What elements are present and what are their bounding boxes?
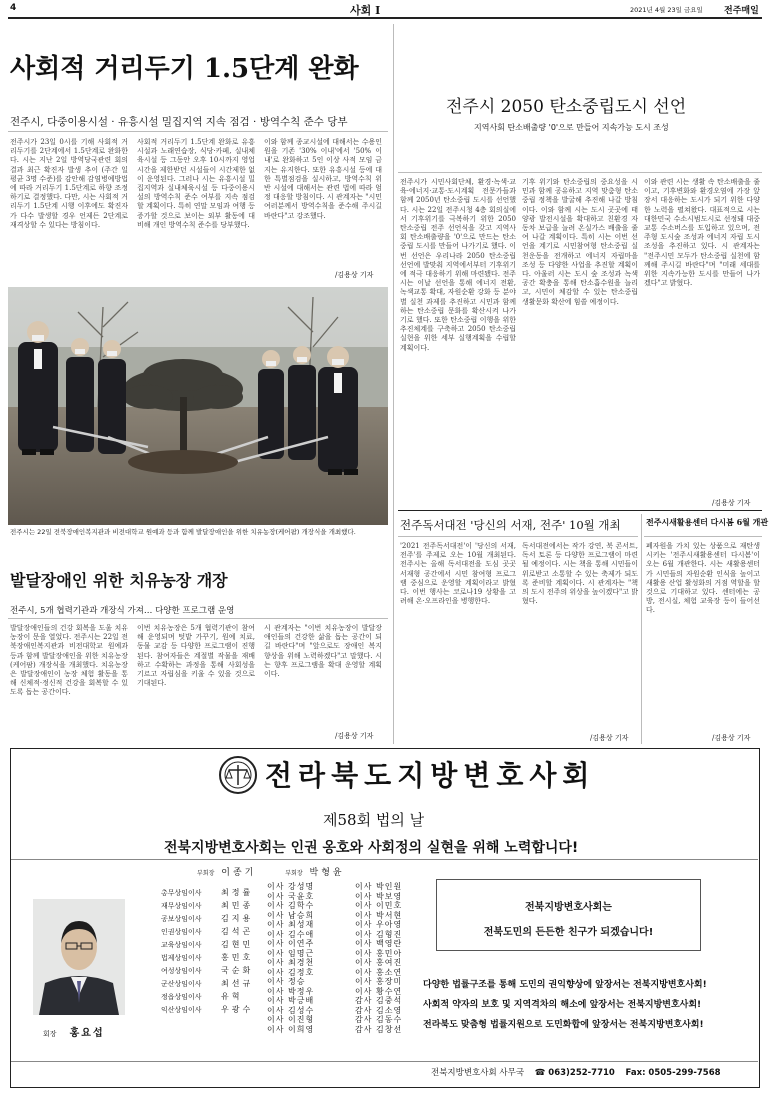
- director-row: [161, 951, 266, 964]
- director-name: 최정률: [221, 888, 254, 897]
- article1-subhead: 전주시, 다중이용시설 · 유흥시설 밀집지역 지속 점검 · 방역수칙 준수 당부: [10, 116, 348, 128]
- president-label: 회장: [43, 1030, 57, 1038]
- motto-line1: 전북지방변호사회는: [525, 902, 612, 913]
- ad-slogan-rule: [11, 859, 758, 860]
- page-number: 4: [10, 3, 17, 13]
- article1-headline: 사회적 거리두기 1.5단계 완화: [10, 54, 359, 84]
- section-label: 사회 I: [350, 4, 381, 17]
- director-title: 법제상임이사: [161, 953, 202, 962]
- article4-col1: '2021 전주독서대전'이 '당신의 서재, 전주'를 주제로 오는 10월 개최된다. 전주시는 올해 독서대전을 도심 곳곳 서재형 공간에서 시민 참여형 프로그램 중심으로 운영할 계획이라고 밝혔다. 이번 행사는 코로나19 상황을 고려해 온·오프라인을 병행한다.: [400, 542, 516, 606]
- article3-headline: 발달장애인 위한 치유농장 개장: [10, 571, 228, 590]
- director-name: 김현민: [221, 940, 254, 949]
- article4-top-rule: [398, 510, 762, 511]
- director-title: 공보상임이사: [161, 914, 202, 923]
- article1-byline: /김용상 기자: [335, 271, 374, 279]
- vp-label-2: 부회장: [285, 870, 303, 877]
- article3-rule: [8, 618, 388, 619]
- office-fax: Fax: 0505-299-7568: [625, 1068, 721, 1078]
- director-name: 국순화: [221, 966, 254, 975]
- motto-box: [436, 879, 701, 951]
- director-row: [161, 977, 266, 990]
- paper-name: 전주매일: [724, 6, 759, 16]
- article4-byline: /김용상 기자: [590, 734, 629, 742]
- issue-date: 2021년 4월 23일 금요일: [630, 6, 703, 14]
- vp2-name: 박형윤: [309, 868, 345, 878]
- director-title: 정읍상임이사: [161, 992, 202, 1001]
- article4-headline: 전주독서대전 '당신의 서재, 전주' 10월 개최: [400, 518, 621, 532]
- article2-col3: 이와 관련 시는 생활 속 탄소배출을 줄이고, 기후변화와 환경오염에 가장 앞장서 대응하는 도시가 되기 위한 다양한 노력을 펼쳐왔다. 대표적으로 시는 대한민국 수소시범도시로 선정돼 대중교통 수소버스를 도입하고 있으며, 전주형 도시숲 조성과 에너지 자립 도시 조성을 추진하고 있다. 시 관계자는 "전주시민 모두가 탄소중립 실천에 함께해 주시길 바란다"며 "미래 세대를 위한 지속가능한 도시를 만들어 나가겠다"고 밝혔다.: [644, 178, 760, 288]
- director-name: 김지용: [221, 914, 254, 923]
- ad-occasion: 제58회 법의 날: [323, 811, 425, 829]
- ad-emblem: [218, 755, 258, 795]
- director-title: 여성상임이사: [161, 966, 202, 975]
- president-name: 홍요섭: [69, 1028, 105, 1039]
- director-row: [161, 886, 266, 899]
- president-photo: [33, 899, 125, 1015]
- article5-divider: [641, 514, 642, 744]
- director-title: 교육상임이사: [161, 940, 202, 949]
- article2-byline: /김용상 기자: [712, 499, 751, 507]
- article5-rule: [644, 536, 762, 537]
- director-title: 인권상임이사: [161, 927, 202, 936]
- article2-subhead: 지역사회 탄소배출량 '0'으로 만들어 지속가능 도시 조성: [474, 123, 669, 132]
- article1-col2: 사회적 거리두기 1.5단계 완화로 유흥시설과 노래연습장, 식당·카페, 실내체육시설 등 그동안 오후 10시까지 영업시간을 제한받던 시설들이 시간제한 없이 운영된다. 그러나 시는 유흥시설 밀집지역과 실내체육시설 등 다중이용시설의 방역수칙 준수 여부를 지속 점검할 계획이다. 특히 연말 모임과 여행 등 증가할 것으로 보이는 외부 활동에 대비해 개인 방역수칙 준수를 당부했다.: [137, 138, 255, 229]
- article2-rule: [398, 172, 762, 173]
- director-name: 홍민호: [221, 953, 254, 962]
- article2-col2: 기후 위기와 탄소중립의 중요성을 시민과 함께 공유하고 지역 맞춤형 탄소중립 정책을 발굴해 추진해 나갈 방침이다. 이와 함께 시는 도시 곳곳에 태양광 발전시설을 확대하고 친환경 자동차 보급을 늘려 온실가스 배출을 줄여 나갈 계획이다. 특히 시는 이번 선언을 계기로 시민참여형 탄소중립 실천운동을 전개하고 에너지 자립마을 조성 등 다양한 사업을 추진할 계획이다. 아울러 시는 도시 숲 조성과 녹색 공간 확충을 통해 탄소흡수원을 늘리고, 시민이 체감할 수 있는 탄소중립 생활문화 확산에 힘쓸 예정이다.: [522, 178, 638, 306]
- director-row: [161, 938, 266, 951]
- header-rule: [8, 17, 762, 19]
- vp-label: 부회장: [197, 870, 215, 877]
- ad-slogan: 전북지방변호사회는 인권 옹호와 사회정의 실현을 위해 노력합니다!: [164, 840, 579, 856]
- office-name: 전북지방변호사회 사무국: [431, 1068, 525, 1078]
- members-col2: 이사 박인원 이사 박보영 이사 이민호 이사 박서현 이사 우아영 이사 김형진 이사 백영란 이사 홍민아 이사 홍여진 이사 홍소연 이사 홍장미 이사 황수연 감사 김중석 감사 김소영 감사 김동수 감사 김창선: [355, 882, 403, 1034]
- ad-footer-rule: [11, 1061, 758, 1062]
- pledge-line: 전라북도 맞춤형 법률지원으로 도민화합에 앞장서는 전북지방변호사회!: [423, 1020, 704, 1030]
- bar-association-ad: [10, 748, 760, 1088]
- article2-headline: 전주시 2050 탄소중립도시 선언: [446, 97, 687, 117]
- office-tel: ☎ 063)252-7710: [534, 1068, 615, 1078]
- members-col1: 이사 강성명 이사 국윤호 이사 김학수 이사 남승희 이사 최성재 이사 김수애 이사 이연주 이사 임명근 이사 최경천 이사 김정호 이사 정승 이사 박정우 이사 박긍배 이사 김성수 이사 이진형 이사 이희영: [267, 882, 315, 1034]
- director-name: 최선규: [221, 979, 254, 988]
- page-header: [10, 2, 762, 16]
- article3-subhead: 전주시, 5개 협력기관과 개장식 가져… 다양한 프로그램 운영: [10, 606, 235, 616]
- article3-col2: 이번 치유농장은 5개 협력기관이 참여해 운영되며 텃밭 가꾸기, 원예 치료, 동물 교감 등 다양한 프로그램이 진행된다. 참여자들은 계절별 작물을 재배하고 수확하는 과정을 통해 사회성을 기르고 자립심을 키울 수 있을 것으로 기대된다.: [137, 624, 255, 688]
- article3-byline: /김용상 기자: [335, 732, 374, 740]
- article1-col1: 전주시가 23일 0시를 기해 사회적 거리두기를 2단계에서 1.5단계로 완화한다. 시는 지난 2일 방역당국관련 회의 결과 최근 확진자 발생 추이 (주간 일 평균 3명 수준)를 감안해 감염병예방법에 따라 거리두기 1.5단계로 하향 조정하기로 결정했다. 다만, 시는 사회적 거리두기 1.5단계 시행 이후에도 확진자가 다수 발생할 경우 언제든 2단계로 재격상할 수 있다는 방침이다.: [10, 138, 128, 229]
- director-title: 재무상임이사: [161, 901, 202, 910]
- directors-list: [161, 886, 266, 1016]
- director-row: [161, 990, 266, 1003]
- director-row: [161, 925, 266, 938]
- director-row: [161, 899, 266, 912]
- ad-contact: [431, 1066, 721, 1078]
- article1-rule: [8, 131, 388, 132]
- photo-caption: 전주시는 22일 전북장애인복지관과 비전대학교 원예과 등과 함께 발달장애인을 위한 치유농장(케어팜) 개장식을 개최했다.: [10, 528, 356, 536]
- event-photo: [8, 287, 388, 525]
- article3-col3: 시 관계자는 "이번 치유농장이 발달장애인들의 건강한 삶을 돕는 공간이 되길 바란다"며 "앞으로도 장애인 복지 향상을 위해 노력하겠다"고 말했다. 시는 향후 프로그램을 확대 운영할 계획이다.: [264, 624, 382, 679]
- article5-byline: /김용상 기자: [712, 734, 751, 742]
- vp1-name: 이종기: [221, 868, 257, 878]
- ad-org-name: 전라북도지방변호사회: [265, 759, 596, 792]
- director-name: 최민종: [221, 901, 254, 910]
- pledge-line: 사회적 약자의 보호 및 지역격차의 해소에 앞장서는 전북지방변호사회!: [423, 1000, 702, 1010]
- director-title: 총무상임이사: [161, 888, 202, 897]
- article1-col3: 이와 함께 종교시설에 대해서는 수용인원을 기존 '30% 이내'에서 '50% 이내'로 완화하고 5인 이상 사적 모임 금지는 유지한다. 또한 유흥시설 등에 대한 특별점검을 실시하고, 방역수칙 위반 시설에 대해서는 관련 법에 따라 엄정 대응할 방침이다. 시 관계자는 "시민 여러분께서 방역수칙을 준수해 주시길 바란다"고 강조했다.: [264, 138, 382, 220]
- article5-col1: 폐자원을 가치 있는 상품으로 재탄생시키는 '전주시새활용센터 다시봄'이 오는 6월 개관한다. 시는 새활용센터가 시민들의 자원순환 인식을 높이고 새활용 산업 활성화의 거점 역할을 할 것으로 기대하고 있다. 센터에는 공방, 전시실, 체험 교육장 등이 들어선다.: [646, 542, 760, 615]
- director-row: [161, 964, 266, 977]
- director-title: 익산상임이사: [161, 1005, 202, 1014]
- director-name: 우광수: [221, 1005, 254, 1014]
- vice-presidents: [197, 865, 345, 878]
- column-divider: [393, 24, 394, 744]
- director-row: [161, 1003, 266, 1016]
- director-name: 유혁: [221, 992, 243, 1001]
- article4-rule: [398, 536, 638, 537]
- motto-line2: 전북도민의 든든한 친구가 되겠습니다!: [483, 927, 654, 938]
- pledges-list: [423, 975, 753, 1035]
- director-title: 군산상임이사: [161, 979, 202, 988]
- director-row: [161, 912, 266, 925]
- article5-headline: 전주시새활용센터 다시봄 6월 개관: [646, 517, 769, 527]
- director-name: 김석곤: [221, 927, 254, 936]
- article2-col1: 전주시가 시민사회단체, 환경·녹색·교육·에너지·교통·도시계획 전문가들과 함께 2050년 탄소중립 도시를 선언했다. 시는 22일 전주시청 4층 회의실에서 기후위기를 극복하기 위한 2050 탄소중립 전주 선언식을 갖고 지역사회 탄소배출량을 '0'으로 만드는 탄소중립 도시를 만들어 나가기로 했다. 이번 선언은 우리나라 2050 탄소중립 선언에 발맞춰 지역에서부터 기후위기에 적극 대응하기 위해 마련됐다. 전주시는 이날 선언을 통해 에너지 전환, 녹색교통 확대, 자원순환 강화 등 분야별 실천 과제를 추진하고 시민과 함께하는 탄소중립 문화를 확산시켜 나가기로 했다. 또한 탄소중립 이행을 위한 추진체계를 구축하고 2050 탄소중립 실현을 위한 세부 실행계획을 수립할 계획이다.: [400, 178, 516, 352]
- pledge-line: 다양한 법률구조를 통해 도민의 권익향상에 앞장서는 전북지방변호사회!: [423, 980, 707, 990]
- article4-col2: 독서대전에서는 작가 강연, 북 콘서트, 독서 토론 등 다양한 프로그램이 마련될 예정이다. 시는 책을 통해 시민들이 위로받고 소통할 수 있는 축제가 되도록 준비할 계획이다. 시 관계자는 "책의 도시 전주의 위상을 높이겠다"고 밝혔다.: [522, 542, 638, 606]
- president-caption: [43, 1021, 105, 1040]
- article3-col1: 발달장애인들의 건강 회복을 도울 치유농장이 문을 열었다. 전주시는 22일 전북장애인복지관과 비전대학교 원예과 등과 함께 발달장애인을 위한 치유농장(케어팜) 개장식을 개최했다. 치유농장은 발달장애인이 농장 체험 활동을 통해 신체적·정신적 건강을 회복할 수 있도록 돕는 공간이다.: [10, 624, 128, 697]
